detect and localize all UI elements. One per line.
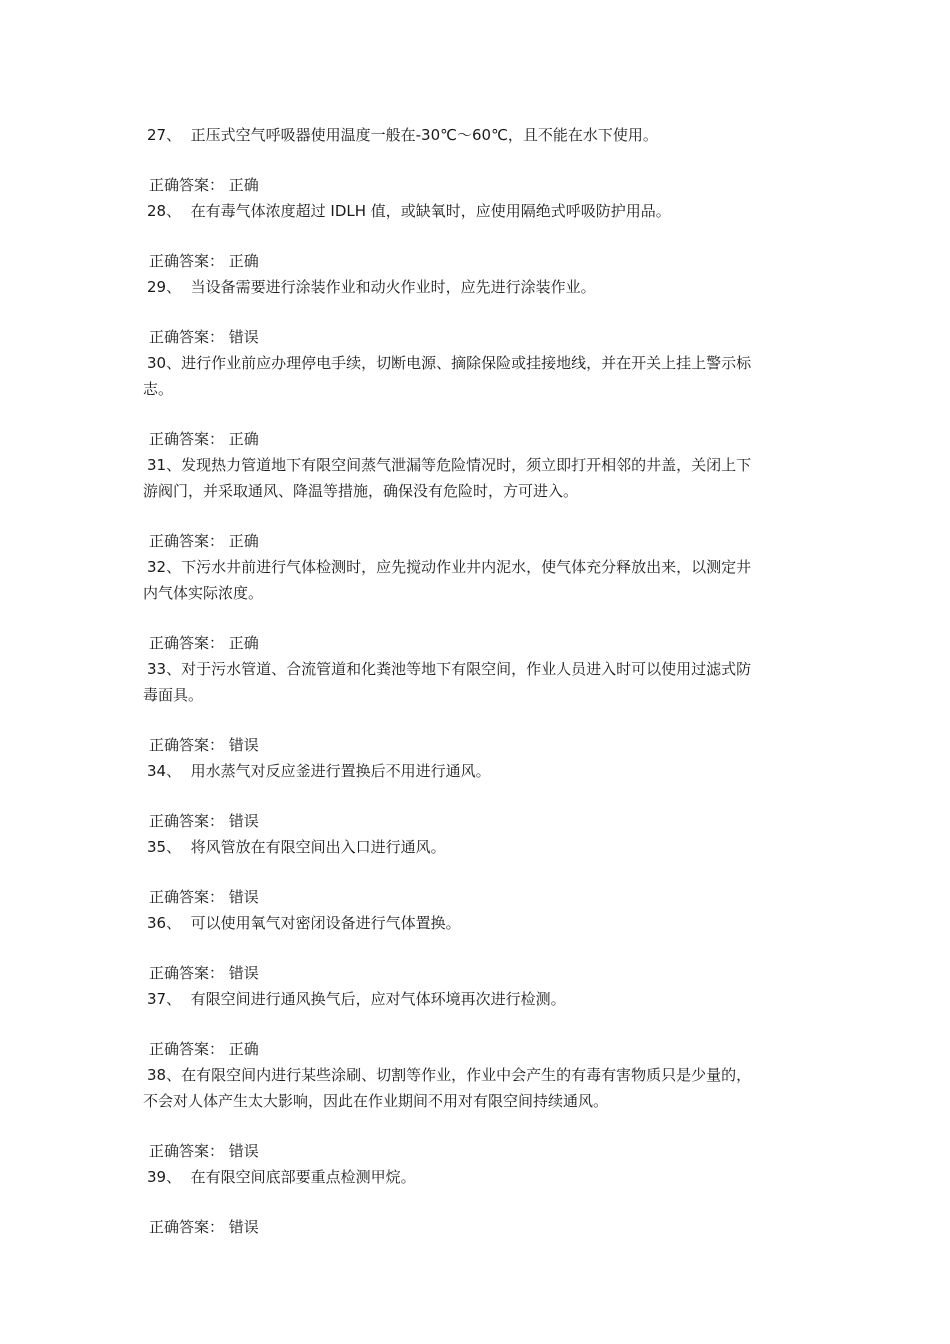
- question-body-continued: 志。: [143, 380, 174, 398]
- answer-line: [143, 884, 815, 910]
- question-number: 31、: [147, 456, 182, 474]
- question-number: 29、: [147, 278, 182, 296]
- answer-value: 正确: [228, 252, 259, 270]
- question-text: [143, 834, 815, 860]
- answer-label: 正确答案：: [149, 1142, 225, 1160]
- answer-label: 正确答案：: [149, 736, 225, 754]
- question-text: [143, 198, 815, 224]
- question-text: [143, 1062, 815, 1114]
- question-number: 39、: [147, 1168, 182, 1186]
- answer-line: [143, 1138, 815, 1164]
- question-number: 34、: [147, 762, 182, 780]
- question-number: 27、: [147, 126, 182, 144]
- answer-line: [143, 732, 815, 758]
- answer-value: 错误: [228, 964, 259, 982]
- question-body: 用水蒸气对反应釜进行置换后不用进行通风。: [190, 762, 491, 780]
- answer-line: [143, 324, 815, 350]
- answer-label: 正确答案：: [149, 1218, 225, 1236]
- answer-line: [143, 630, 815, 656]
- question-body-continued: 毒面具。: [143, 686, 204, 704]
- answer-value: 错误: [228, 1142, 259, 1160]
- question-body-continued: 内气体实际浓度。: [143, 584, 264, 602]
- answer-line: [143, 426, 815, 452]
- question-text: [143, 656, 815, 708]
- answer-label: 正确答案：: [149, 176, 225, 194]
- answer-label: 正确答案：: [149, 888, 225, 906]
- answer-value: 错误: [228, 888, 259, 906]
- answer-line: [143, 172, 815, 198]
- answer-label: 正确答案：: [149, 328, 225, 346]
- question-item: [143, 1062, 815, 1164]
- question-list: [143, 122, 815, 1240]
- answer-line: [143, 960, 815, 986]
- question-body: 下污水井前进行气体检测时，应先搅动作业井内泥水，使气体充分释放出来，以测定井: [181, 558, 752, 576]
- answer-line: [143, 248, 815, 274]
- question-item: [143, 122, 815, 198]
- question-number: 35、: [147, 838, 182, 856]
- answer-value: 错误: [228, 1218, 259, 1236]
- answer-value: 正确: [228, 634, 259, 652]
- question-body: 进行作业前应办理停电手续，切断电源、摘除保险或挂接地线，并在开关上挂上警示标: [181, 354, 752, 372]
- answer-label: 正确答案：: [149, 634, 225, 652]
- question-number: 28、: [147, 202, 182, 220]
- question-text: [143, 554, 815, 606]
- question-body: 将风管放在有限空间出入口进行通风。: [190, 838, 446, 856]
- answer-label: 正确答案：: [149, 1040, 225, 1058]
- question-item: [143, 198, 815, 274]
- answer-line: [143, 1214, 815, 1240]
- question-body: 当设备需要进行涂装作业和动火作业时，应先进行涂装作业。: [190, 278, 596, 296]
- question-text: [143, 122, 815, 148]
- question-body: 正压式空气呼吸器使用温度一般在-30℃～60℃，且不能在水下使用。: [190, 126, 658, 144]
- question-item: [143, 910, 815, 986]
- question-body: 对于污水管道、合流管道和化粪池等地下有限空间，作业人员进入时可以使用过滤式防: [181, 660, 752, 678]
- answer-value: 错误: [228, 736, 259, 754]
- question-number: 30、: [147, 354, 182, 372]
- question-item: [143, 554, 815, 656]
- question-text: [143, 986, 815, 1012]
- answer-label: 正确答案：: [149, 812, 225, 830]
- question-text: [143, 910, 815, 936]
- question-item: [143, 1164, 815, 1240]
- question-text: [143, 452, 815, 504]
- answer-label: 正确答案：: [149, 430, 225, 448]
- question-number: 36、: [147, 914, 182, 932]
- question-item: [143, 274, 815, 350]
- question-text: [143, 1164, 815, 1190]
- question-item: [143, 350, 815, 452]
- question-item: [143, 758, 815, 834]
- question-body: 在有毒气体浓度超过 IDLH 值，或缺氧时，应使用隔绝式呼吸防护用品。: [190, 202, 671, 220]
- question-item: [143, 656, 815, 758]
- answer-value: 错误: [228, 328, 259, 346]
- answer-value: 正确: [228, 176, 259, 194]
- question-body: 在有限空间底部要重点检测甲烷。: [190, 1168, 416, 1186]
- question-body: 在有限空间内进行某些涂刷、切割等作业，作业中会产生的有毒有害物质只是少量的，: [181, 1066, 752, 1084]
- answer-value: 正确: [228, 532, 259, 550]
- question-text: [143, 350, 815, 402]
- question-number: 32、: [147, 558, 182, 576]
- question-number: 37、: [147, 990, 182, 1008]
- question-body: 发现热力管道地下有限空间蒸气泄漏等危险情况时，须立即打开相邻的井盖，关闭上下: [181, 456, 752, 474]
- answer-line: [143, 1036, 815, 1062]
- question-item: [143, 986, 815, 1062]
- answer-label: 正确答案：: [149, 252, 225, 270]
- answer-line: [143, 528, 815, 554]
- answer-label: 正确答案：: [149, 964, 225, 982]
- answer-value: 错误: [228, 812, 259, 830]
- question-body-continued: 不会对人体产生太大影响，因此在作业期间不用对有限空间持续通风。: [143, 1092, 609, 1110]
- answer-line: [143, 808, 815, 834]
- question-body: 可以使用氧气对密闭设备进行气体置换。: [190, 914, 461, 932]
- answer-value: 正确: [228, 1040, 259, 1058]
- question-text: [143, 274, 815, 300]
- question-body: 有限空间进行通风换气后，应对气体环境再次进行检测。: [190, 990, 566, 1008]
- question-item: [143, 452, 815, 554]
- question-text: [143, 758, 815, 784]
- question-number: 38、: [147, 1066, 182, 1084]
- question-body-continued: 游阀门，并采取通风、降温等措施，确保没有危险时，方可进入。: [143, 482, 579, 500]
- answer-value: 正确: [228, 430, 259, 448]
- question-item: [143, 834, 815, 910]
- answer-label: 正确答案：: [149, 532, 225, 550]
- question-number: 33、: [147, 660, 182, 678]
